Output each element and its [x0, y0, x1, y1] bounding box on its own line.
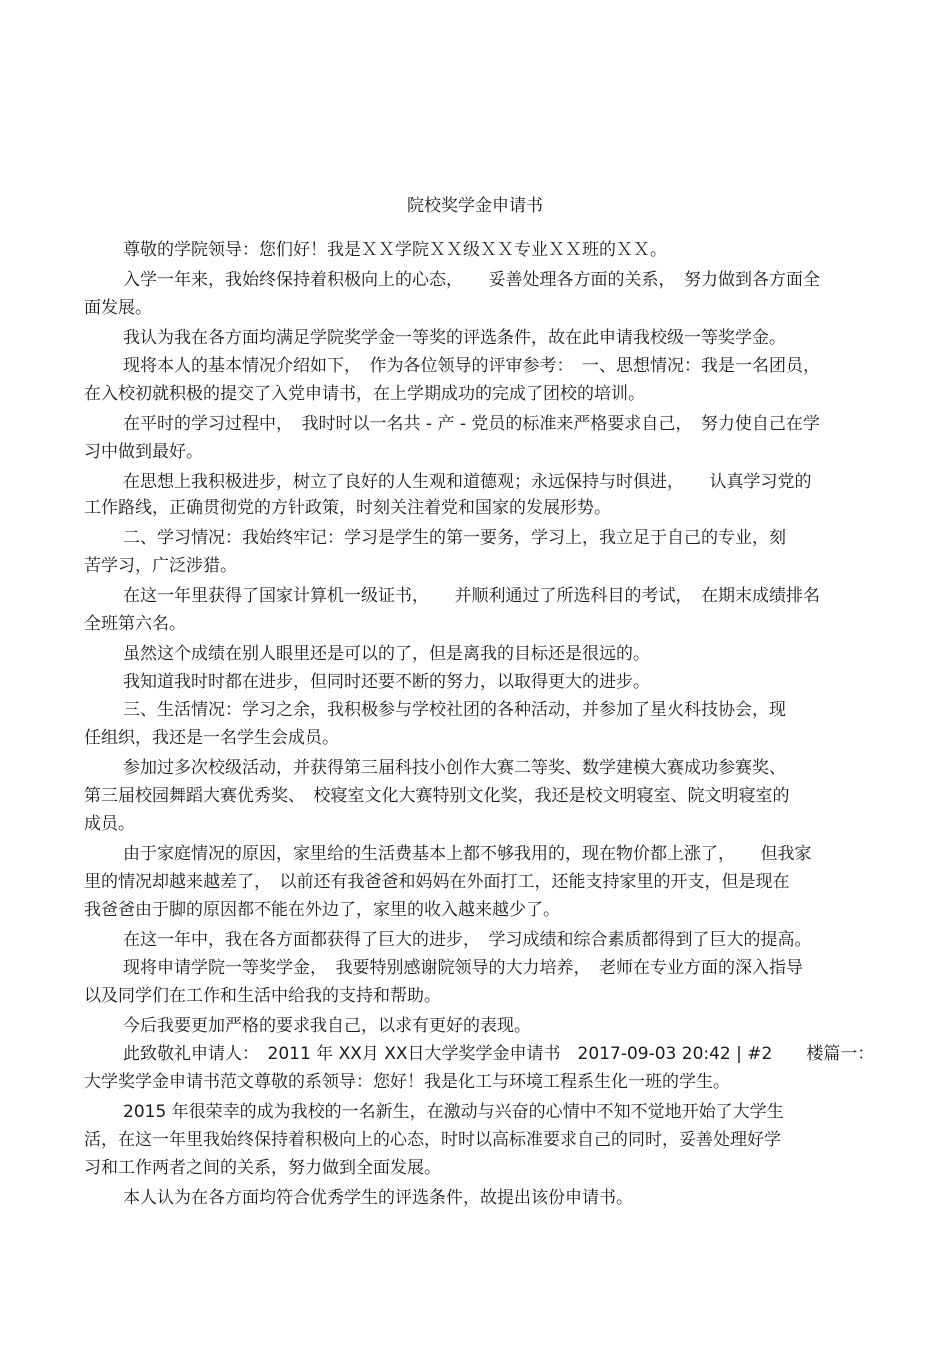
text-line: 以及同学们在工作和生活中给我的支持和帮助。	[84, 986, 441, 1006]
document-title: 院校奖学金申请书	[407, 196, 543, 216]
text-line: 里的情况却越来越差了， 以前还有我爸爸和妈妈在外面打工，还能支持家里的开支，但是现在	[84, 872, 790, 892]
text-line: 今后我要更加严格的要求我自己，以求有更好的表现。	[123, 1016, 531, 1036]
text-line: 第三届校园舞蹈大赛优秀奖、 校寝室文化大赛特别文化奖，我还是校文明寝室、院文明寝室的	[84, 786, 790, 806]
text-line: 参加过多次校级活动，并获得第三届科技小创作大赛二等奖、数学建模大赛成功参赛奖、	[123, 758, 786, 778]
text-line: 大学奖学金申请书范文尊敬的系领导：您好！我是化工与环境工程系生化一班的学生。	[84, 1072, 730, 1092]
text-line: 在入校初就积极的提交了入党申请书，在上学期成功的完成了团校的培训。	[84, 384, 645, 404]
text-line: 现将本人的基本情况介绍如下， 作为各位领导的评审参考： 一、思想情况：我是一名团员，	[123, 356, 820, 376]
text-line: 在这一年里获得了国家计算机一级证书， 并顺利通过了所选科目的考试， 在期末成绩排名	[123, 586, 820, 606]
text-line: 由于家庭情况的原因，家里给的生活费基本上都不够我用的，现在物价都上涨了， 但我家	[123, 844, 812, 864]
text-line: 成员。	[84, 814, 135, 834]
text-line: 本人认为在各方面均符合优秀学生的评选条件，故提出该份申请书。	[123, 1188, 633, 1208]
text-line: 活，在这一年里我始终保持着积极向上的心态，时时以高标准要求自己的同时，妥善处理好学	[84, 1130, 781, 1150]
text-line: 现将申请学院一等奖学金， 我要特别感谢院领导的大力培养， 老师在专业方面的深入指导	[123, 958, 803, 978]
text-line: 我爸爸由于脚的原因都不能在外边了，家里的收入越来越少了。	[84, 900, 560, 920]
text-line: 面发展。	[84, 298, 152, 318]
text-line: 我认为我在各方面均满足学院奖学金一等奖的评选条件，故在此申请我校级一等奖学金。	[123, 328, 786, 348]
text-line: 任组织，我还是一名学生会成员。	[84, 728, 339, 748]
text-line: 工作路线，正确贯彻党的方针政策，时刻关注着党和国家的发展形势。	[84, 498, 611, 518]
text-line: 此致敬礼申请人： 2011 年 XX月 XX日大学奖学金申请书 2017-09-03 20:42 | #2 楼篇一：	[123, 1044, 875, 1064]
text-line: 习和工作两者之间的关系，努力做到全面发展。	[84, 1158, 441, 1178]
text-line: 虽然这个成绩在别人眼里还是可以的了，但是离我的目标还是很远的。	[123, 644, 650, 664]
text-line: 2015 年很荣幸的成为我校的一名新生，在激动与兴奋的心情中不知不觉地开始了大学生	[123, 1102, 784, 1122]
text-line: 苦学习，广泛涉猎。	[84, 556, 237, 576]
text-line: 我知道我时时都在进步，但同时还要不断的努力，以取得更大的进步。	[123, 672, 650, 692]
text-line: 习中做到最好。	[84, 442, 203, 462]
text-line: 全班第六名。	[84, 614, 186, 634]
text-line: 入学一年来，我始终保持着积极向上的心态， 妥善处理各方面的关系， 努力做到各方面全	[123, 270, 820, 290]
text-line: 在平时的学习过程中， 我时时以一名共 - 产 - 党员的标准来严格要求自己， 努力使自己在学	[123, 414, 820, 434]
text-line: 在这一年中，我在各方面都获得了巨大的进步， 学习成绩和综合素质都得到了巨大的提高。	[123, 930, 812, 950]
text-line: 二、学习情况：我始终牢记：学习是学生的第一要务，学习上，我立足于自己的专业，刻	[123, 528, 786, 548]
text-line: 三、生活情况：学习之余，我积极参与学校社团的各种活动，并参加了星火科技协会，现	[123, 700, 786, 720]
text-line: 尊敬的学院领导：您们好！我是ＸＸ学院ＸＸ级ＸＸ专业ＸＸ班的ＸＸ。	[123, 240, 667, 260]
text-line: 在思想上我积极进步，树立了良好的人生观和道德观；永远保持与时俱进， 认真学习党的	[123, 472, 812, 492]
